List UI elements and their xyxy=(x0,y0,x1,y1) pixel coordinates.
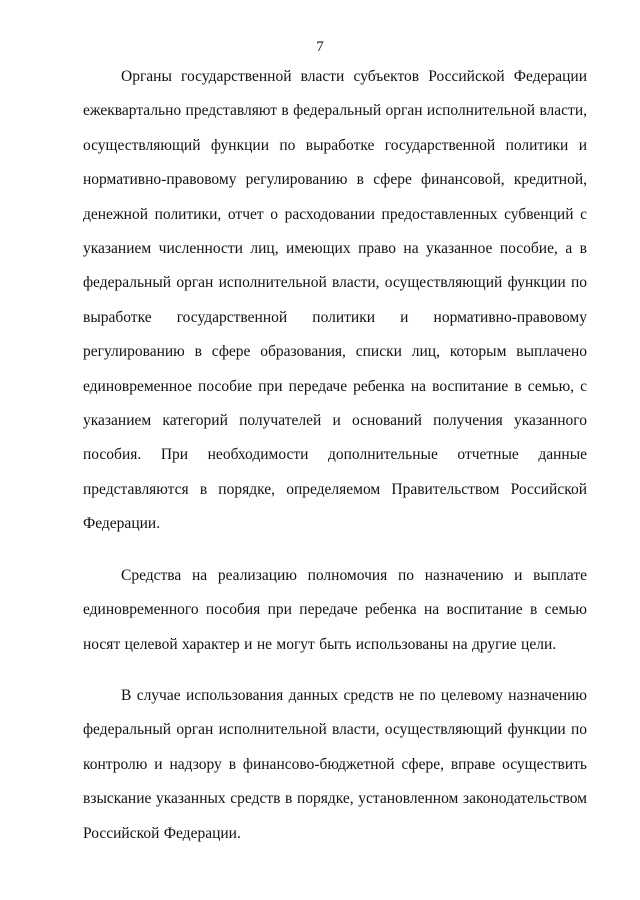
document-body xyxy=(83,60,587,851)
paragraph-misuse-recovery: В случае использования данных средств не по целевому назначению федеральный орган исполнительной власти, осуществляющий функции по контролю и надзору в финансово-бюджетной сфере, вправе осуществить взыскание указанных средств в порядке, установленном законодательством Российской Федерации. xyxy=(83,686,587,842)
paragraph-reporting: Органы государственной власти субъектов Российской Федерации ежеквартально представляют в федеральный орган исполнительной власти, осуществляющий функции по выработке государственной политики и нормативно-правовому регулированию в сфере финансовой, кредитной, денежной политики, отчет о расходовании предоставленных субвенций с указанием численности лиц, имеющих право на указанное пособие, а в федеральный орган исполнительной власти, осуществляющий функции по выработке государственной политики и нормативно-правовому регулированию в сфере образования, списки лиц, которым выплачено единовременное пособие при передаче ребенка на воспитание в семью, с указанием категорий получателей и оснований получения указанного пособия. При необходимости дополнительные отчетные данные представляются в порядке, определяемом Правительством Российской Федерации. xyxy=(83,68,587,533)
paragraph-funds-purpose: Средства на реализацию полномочия по назначению и выплате единовременного пособия при передаче ребенка на воспитание в семью носят целевой характер и не могут быть использованы на другие цели. xyxy=(83,566,587,653)
page-number: 7 xyxy=(316,39,324,55)
